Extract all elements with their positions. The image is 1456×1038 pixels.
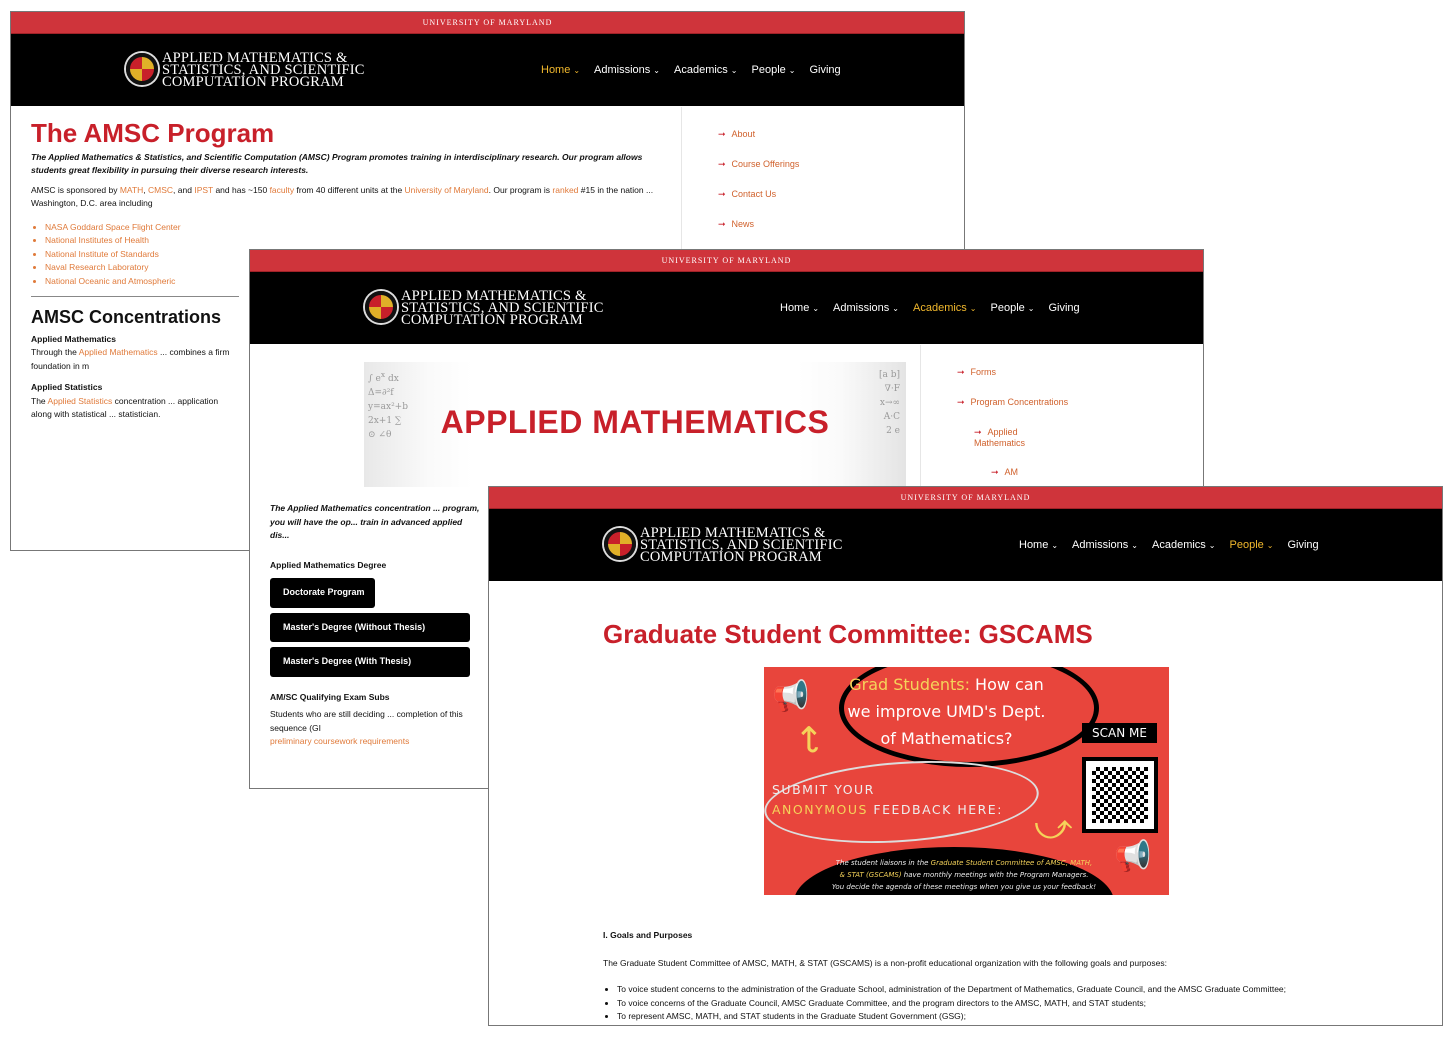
screenshot-gscams xyxy=(488,486,1443,1026)
arrow-right-icon: ➞ xyxy=(991,467,999,477)
site-brand[interactable] xyxy=(162,52,365,88)
math-sketch-left: ∫ $e^x$ dx Δ=∂²f y=ax²+b 2x+1 ∑ ⊙ ∠θ xyxy=(368,370,408,440)
nav-academics[interactable] xyxy=(674,64,738,76)
qualifying-text: Students who are still deciding ... completion of this sequence (GI xyxy=(270,709,463,733)
concentration-heading: Applied Mathematics xyxy=(31,333,117,344)
list-item[interactable]: • National Institute of Standards xyxy=(45,248,671,262)
scan-me-label: SCAN ME xyxy=(1082,723,1157,743)
masters-with-thesis-button[interactable]: Master's Degree (With Thesis) xyxy=(270,647,470,677)
text: Graduate Student Committee of AMSC, MATH, xyxy=(930,859,1093,867)
section-heading: AMSC Concentrations xyxy=(31,307,222,327)
sidebar-item-contact[interactable] xyxy=(718,189,965,200)
sidebar-label: Forms xyxy=(970,367,997,377)
chevron-down-icon: ⌄ xyxy=(653,66,660,75)
page-title: Graduate Student Committee: GSCAMS xyxy=(603,619,1093,649)
brand-line: APPLIED MATHEMATICS & xyxy=(162,50,348,66)
megaphone-icon: 📢 xyxy=(1114,839,1152,874)
text: How can xyxy=(969,675,1044,694)
applied-math-link[interactable]: Applied Mathematics xyxy=(78,347,158,357)
sidebar-label: Program Concentrations xyxy=(970,397,1069,407)
sidebar-item-am[interactable] xyxy=(991,467,1204,478)
ranked-link[interactable]: ranked xyxy=(552,184,579,195)
intro-text: The Applied Mathematics & Statistics, and Scientific Computation (AMSC) Program promotes training in interdisciplinary research. Our program allows students great flexibility in pursuing their diverse research interests. xyxy=(31,151,643,175)
brand-line: COMPUTATION PROGRAM xyxy=(162,74,344,90)
sidebar-label: News xyxy=(731,219,755,229)
doctorate-program-button[interactable]: Doctorate Program xyxy=(270,578,375,608)
nav-people[interactable] xyxy=(1230,539,1274,551)
nav-label: Admissions xyxy=(594,64,651,76)
nav-home[interactable] xyxy=(780,302,819,314)
sidebar-label: AM xyxy=(1004,467,1019,477)
arrow-right-icon: ➞ xyxy=(718,219,726,229)
nav-label: Admissions xyxy=(833,302,890,314)
university-bar[interactable]: UNIVERSITY OF MARYLAND xyxy=(250,250,1203,272)
sidebar-item-news[interactable] xyxy=(718,219,965,230)
goals-paragraph: The Graduate Student Committee of AMSC, MATH, & STAT (GSCAMS) is a non-profit educational organization with the following goals and purposes: xyxy=(603,957,1167,968)
sidebar-item-applied-mathematics[interactable] xyxy=(974,427,1044,448)
chevron-down-icon: ⌄ xyxy=(812,304,820,313)
chevron-down-icon: ⌄ xyxy=(788,66,796,75)
text: ANONYMOUS xyxy=(772,802,868,817)
nav-giving[interactable]: Giving xyxy=(809,64,841,76)
nav-label: Admissions xyxy=(1072,539,1129,551)
nav-label: People xyxy=(990,302,1025,314)
site-brand[interactable] xyxy=(401,290,604,326)
main-nav xyxy=(780,302,1080,314)
masters-without-thesis-button[interactable]: Master's Degree (Without Thesis) xyxy=(270,613,470,643)
divider xyxy=(31,296,239,297)
sidebar-label: Applied Mathematics xyxy=(974,427,1026,448)
megaphone-icon: 📢 xyxy=(772,679,810,714)
nav-giving[interactable]: Giving xyxy=(1287,539,1319,551)
arrow-right-icon: ➞ xyxy=(957,397,965,407)
nav-academics[interactable] xyxy=(913,302,977,314)
sponsor-paragraph xyxy=(31,184,671,211)
text: Through the xyxy=(31,347,79,357)
brand-line: STATISTICS, AND SCIENTIFIC xyxy=(401,300,604,316)
brand-line: COMPUTATION PROGRAM xyxy=(401,312,583,328)
site-header xyxy=(250,272,1203,344)
text: #15 in the nation ... Washington, D.C. area including xyxy=(31,184,654,208)
nav-home[interactable] xyxy=(1019,539,1058,551)
text: SUBMIT YOUR xyxy=(772,782,875,797)
site-header xyxy=(489,509,1442,581)
nav-label: Home xyxy=(780,302,810,314)
brand-line: APPLIED MATHEMATICS & xyxy=(401,288,587,304)
cmsc-link[interactable]: CMSC xyxy=(148,184,174,195)
nav-people[interactable] xyxy=(991,302,1035,314)
arrow-right-icon: ➞ xyxy=(957,367,965,377)
text: AMSC is sponsored by xyxy=(31,184,120,195)
chevron-down-icon: ⌄ xyxy=(1131,541,1138,550)
arrow-right-icon: ➞ xyxy=(718,189,726,199)
list-item: • To represent AMSC, MATH, and STAT students in the Graduate Student Government (GSG); xyxy=(617,1010,1433,1024)
nav-label: Academics xyxy=(1152,539,1206,551)
text: , xyxy=(143,184,149,195)
intro-text: The Applied Mathematics concentration ... program, you will have the op... train in advanced applied dis... xyxy=(270,503,480,540)
text: from 40 different units at the xyxy=(294,184,405,195)
math-link[interactable]: MATH xyxy=(119,184,144,195)
chevron-down-icon: ⌄ xyxy=(1208,541,1216,550)
section-heading: I. Goals and Purposes xyxy=(603,930,693,940)
goals-list xyxy=(617,983,1433,1024)
chevron-down-icon: ⌄ xyxy=(573,66,581,75)
main-content xyxy=(270,502,480,749)
page-title: The AMSC Program xyxy=(31,118,275,148)
sidebar-item-forms[interactable] xyxy=(957,367,1204,378)
nav-academics[interactable] xyxy=(1152,539,1216,551)
text: concentration ... application along with statistical ... statistician. xyxy=(31,395,219,419)
site-header xyxy=(11,34,964,106)
arrow-right-icon: ➞ xyxy=(718,129,726,139)
umd-seal-logo[interactable] xyxy=(365,291,397,323)
faculty-link[interactable]: faculty xyxy=(269,184,295,195)
main-nav xyxy=(1019,539,1319,551)
arrow-right-icon: ➞ xyxy=(718,159,726,169)
goals-section xyxy=(603,929,1433,1024)
list-item[interactable]: • National Institutes of Health xyxy=(45,234,671,248)
prelim-requirements-link[interactable]: preliminary coursework requirements xyxy=(270,736,410,746)
sidebar-label: Contact Us xyxy=(731,189,777,199)
concentration-heading: Applied Statistics xyxy=(31,382,103,392)
text: , and xyxy=(173,184,195,195)
applied-stats-link[interactable]: Applied Statistics xyxy=(47,395,113,406)
page-title: APPLIED MATHEMATICS xyxy=(440,404,830,440)
hero-banner xyxy=(364,362,906,487)
nav-label: People xyxy=(751,64,786,76)
section-heading: AM/SC Qualifying Exam Subs xyxy=(270,691,390,702)
nav-admissions[interactable] xyxy=(594,64,660,76)
text: have monthly meetings with the Program Managers. xyxy=(901,871,1089,879)
university-bar[interactable]: UNIVERSITY OF MARYLAND xyxy=(489,487,1442,509)
text: You decide the agenda of these meetings when you give us your feedback! xyxy=(831,883,1097,891)
poster-footnote xyxy=(794,857,1134,893)
list-item: • To voice student concerns to the administration of the Graduate School, administration of the Department of Mathematics, Graduate Council, and the AMSC Graduate Committee; xyxy=(617,983,1433,997)
text: and has ~150 xyxy=(213,184,270,195)
arrow-right-icon: ➞ xyxy=(974,427,982,437)
chevron-down-icon: ⌄ xyxy=(969,304,977,313)
nav-admissions[interactable] xyxy=(1072,539,1138,551)
umd-seal-logo[interactable] xyxy=(126,53,158,85)
text: of Mathematics? xyxy=(880,729,1013,748)
qr-code-icon[interactable] xyxy=(1082,757,1158,833)
curved-arrow-icon: ⤻ xyxy=(1034,807,1073,848)
text: & STAT (GSCAMS) xyxy=(839,871,902,879)
site-brand[interactable] xyxy=(640,527,843,563)
sidebar-item-about[interactable] xyxy=(718,129,965,140)
nav-home[interactable] xyxy=(541,64,580,76)
submit-text xyxy=(772,780,1003,820)
nav-people[interactable] xyxy=(752,64,796,76)
chevron-down-icon: ⌄ xyxy=(1027,304,1035,313)
university-bar[interactable]: UNIVERSITY OF MARYLAND xyxy=(11,12,964,34)
nav-label: People xyxy=(1229,539,1264,551)
list-item[interactable]: • National Oceanic and Atmospheric xyxy=(45,275,671,289)
sidebar-label: Course Offerings xyxy=(731,159,800,169)
text: The student liaisons in the xyxy=(835,859,931,867)
brand-line: COMPUTATION PROGRAM xyxy=(640,549,822,565)
text: Grad Students: xyxy=(849,675,970,694)
list-item: • To voice concerns of the Graduate Council, AMSC Graduate Committee, and the program directors to the AMSC, MATH, and STAT students; xyxy=(617,997,1433,1011)
text: we improve UMD's Dept. xyxy=(847,702,1046,721)
list-item[interactable]: • Naval Research Laboratory xyxy=(45,261,671,275)
brand-line: STATISTICS, AND SCIENTIFIC xyxy=(162,62,365,78)
nav-label: Academics xyxy=(913,302,967,314)
text: FEEDBACK HERE: xyxy=(867,802,1003,817)
nav-admissions[interactable] xyxy=(833,302,899,314)
brand-line: APPLIED MATHEMATICS & xyxy=(640,525,826,541)
feedback-poster[interactable] xyxy=(764,667,1169,895)
sidebar-item-program-concentrations[interactable] xyxy=(957,397,1204,408)
brand-line: STATISTICS, AND SCIENTIFIC xyxy=(640,537,843,553)
nav-label: Home xyxy=(1019,539,1049,551)
nav-giving[interactable]: Giving xyxy=(1048,302,1080,314)
umd-seal-logo[interactable] xyxy=(604,528,636,560)
ipst-link[interactable]: IPST xyxy=(194,184,214,195)
sidebar-item-course-offerings[interactable] xyxy=(718,159,965,170)
text: The xyxy=(31,395,48,406)
section-heading: Applied Mathematics Degree xyxy=(270,559,387,570)
math-sketch-right: [a b] ∇·F x→∞ A·C 2 e xyxy=(878,370,900,436)
sidebar-label: About xyxy=(731,129,756,139)
umd-link[interactable]: University of Maryland xyxy=(404,184,489,195)
list-item[interactable]: • NASA Goddard Space Flight Center xyxy=(45,221,671,235)
curved-arrow-icon: ↩ xyxy=(788,724,830,755)
text: . Our program is xyxy=(488,184,553,195)
chevron-down-icon: ⌄ xyxy=(892,304,899,313)
chevron-down-icon: ⌄ xyxy=(730,66,738,75)
nav-label: Academics xyxy=(674,64,728,76)
text: ... combines a firm foundation in m xyxy=(31,347,230,371)
chevron-down-icon: ⌄ xyxy=(1051,541,1059,550)
nav-label: Home xyxy=(541,64,571,76)
main-nav xyxy=(541,64,841,76)
chevron-down-icon: ⌄ xyxy=(1266,541,1274,550)
